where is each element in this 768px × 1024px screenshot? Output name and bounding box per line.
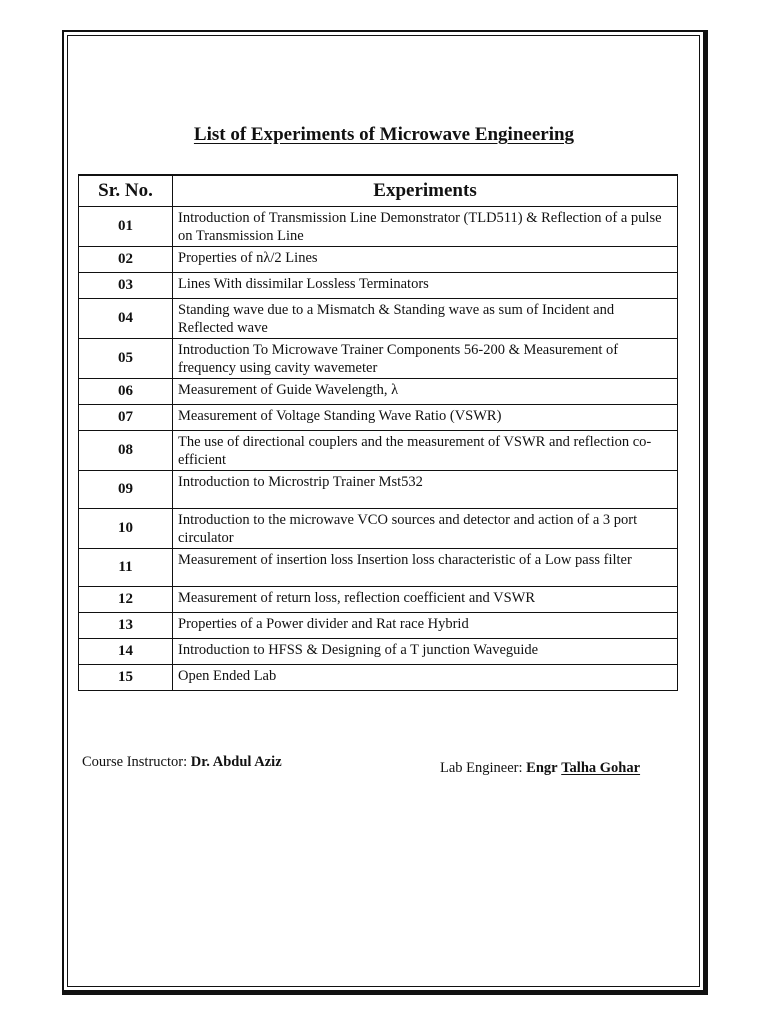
table-row [79,509,678,549]
experiments-table-body [79,207,678,691]
instructor-label: Course Instructor: [82,754,188,770]
experiment-number: 07 [79,405,173,431]
table-row [79,339,678,379]
experiment-number: 08 [79,431,173,471]
experiment-title: Introduction To Microwave Trainer Components 56-200 & Measurement of frequency using cavity wavemeter [173,339,678,379]
experiment-title: Standing wave due to a Mismatch & Standing wave as sum of Incident and Reflected wave [173,299,678,339]
experiment-title: Measurement of Guide Wavelength, λ [173,379,678,405]
table-row [79,379,678,405]
table-row [79,431,678,471]
experiment-number: 10 [79,509,173,549]
engineer-prefix: Engr [526,760,558,776]
experiment-number: 04 [79,299,173,339]
experiments-table [78,174,678,691]
experiment-title: Introduction to the microwave VCO sources and detector and action of a 3 port circulator [173,509,678,549]
table-row [79,665,678,691]
table-row [79,405,678,431]
table-row [79,613,678,639]
table-row [79,299,678,339]
experiment-number: 02 [79,247,173,273]
experiment-number: 12 [79,587,173,613]
experiment-title: Lines With dissimilar Lossless Terminators [173,273,678,299]
experiment-title: Properties of nλ/2 Lines [173,247,678,273]
table-row [79,639,678,665]
experiment-title: The use of directional couplers and the measurement of VSWR and reflection co-efficient [173,431,678,471]
engineer-label: Lab Engineer: [440,760,523,776]
experiment-number: 09 [79,471,173,509]
experiment-number: 11 [79,549,173,587]
experiment-title: Open Ended Lab [173,665,678,691]
table-row [79,207,678,247]
instructor-name: Dr. Abdul Aziz [190,754,282,770]
experiment-number: 15 [79,665,173,691]
engineer-name: Talha Gohar [561,760,641,776]
experiment-title: Introduction of Transmission Line Demonstrator (TLD511) & Reflection of a pulse on Transmission Line [173,207,678,247]
header-sr-no: Sr. No. [79,175,173,207]
document-title: List of Experiments of Microwave Engineering [193,124,575,145]
experiment-number: 06 [79,379,173,405]
experiment-number: 01 [79,207,173,247]
table-header-row [79,175,678,207]
table-row [79,471,678,509]
table-row [79,549,678,587]
experiment-title: Introduction to HFSS & Designing of a T junction Waveguide [173,639,678,665]
experiment-title: Introduction to Microstrip Trainer Mst532 [173,471,678,509]
lab-engineer [440,760,640,777]
experiment-number: 14 [79,639,173,665]
table-row [79,587,678,613]
experiment-title: Measurement of insertion loss Insertion loss characteristic of a Low pass filter [173,549,678,587]
experiment-title: Measurement of return loss, reflection coefficient and VSWR [173,587,678,613]
experiment-number: 03 [79,273,173,299]
experiment-number: 05 [79,339,173,379]
experiment-title: Measurement of Voltage Standing Wave Ratio (VSWR) [173,405,678,431]
course-instructor [82,754,282,771]
table-row [79,247,678,273]
experiment-number: 13 [79,613,173,639]
table-row [79,273,678,299]
experiment-title: Properties of a Power divider and Rat race Hybrid [173,613,678,639]
header-experiments: Experiments [173,175,678,207]
